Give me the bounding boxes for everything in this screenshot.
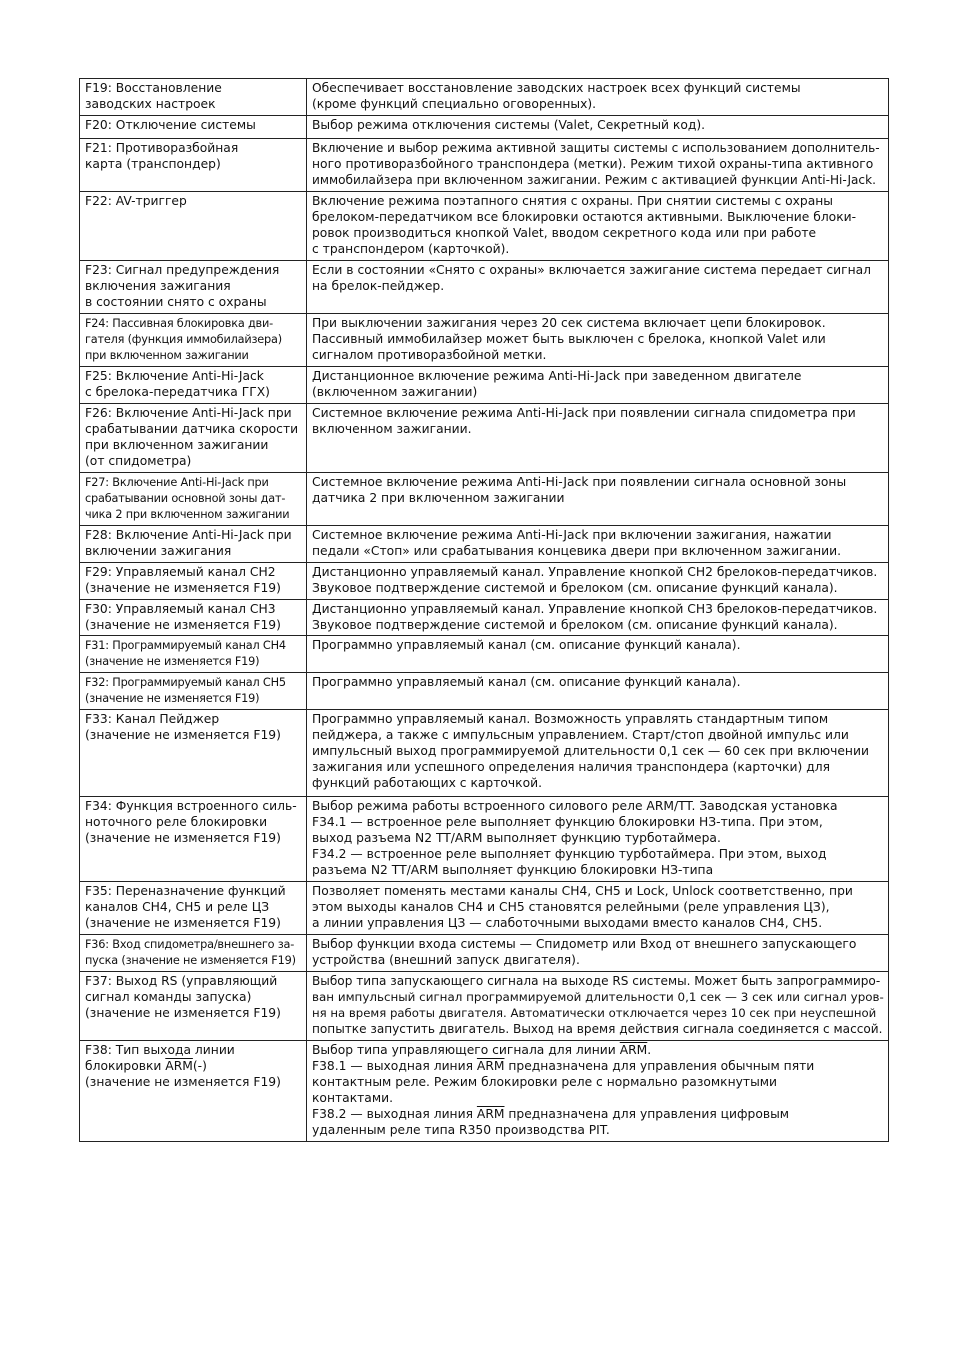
table-row bbox=[80, 710, 889, 797]
function-description-cell bbox=[307, 972, 889, 1041]
function-description-cell bbox=[307, 636, 889, 673]
function-description-cell bbox=[307, 139, 889, 192]
function-name-cell bbox=[80, 314, 307, 367]
function-description-line: с транспондером (карточкой). bbox=[312, 241, 510, 256]
table-row bbox=[80, 139, 889, 192]
function-name-line: F31: Программируемый канал CH4 bbox=[85, 639, 286, 653]
function-description-line: Дистанционно управляемый канал. Управление кнопкой CH3 брелоков-передатчиков. bbox=[312, 601, 878, 616]
function-description-line: Программно управляемый канал. Возможность управлять стандартным типом bbox=[312, 712, 829, 727]
function-name-line: срабатывании датчика скорости bbox=[85, 421, 299, 436]
function-name-line: F19: Восстановление bbox=[85, 81, 222, 95]
function-description-line: брелоком-передатчиком все блокировки остаются активными. Выключение блоки- bbox=[312, 209, 857, 224]
function-table bbox=[79, 78, 889, 1142]
function-name-line: гателя (функция иммобилайзера) bbox=[85, 332, 282, 346]
function-description-cell bbox=[307, 525, 889, 562]
function-name-line: пуска (значение не изменяется F19) bbox=[85, 954, 296, 968]
function-description-line: Системное включение режима Anti-Hi-Jack при появлении сигнала спидометра при bbox=[312, 405, 856, 420]
function-name-line: F28: Включение Anti-Hi-Jack при bbox=[85, 527, 292, 542]
function-description-line: F34.1 — встроенное реле выполняет функцию блокировки НЗ-типа. При этом, bbox=[312, 815, 823, 830]
function-description-line: функций работающих с карточкой. bbox=[312, 775, 543, 790]
function-name-line: F25: Включение Anti-Hi-Jack bbox=[85, 369, 264, 383]
function-description-line: Выбор типа управляющего сигнала для линии $\overline{ARM}$. bbox=[312, 1043, 652, 1058]
function-name-line: включения зажигания bbox=[85, 278, 231, 293]
function-description-cell bbox=[307, 192, 889, 261]
function-name-line: заводских настроек bbox=[85, 96, 216, 111]
function-description-cell bbox=[307, 314, 889, 367]
function-name-line: (значение не изменяется F19) bbox=[85, 580, 281, 595]
table-row bbox=[80, 403, 889, 472]
function-description-line: Дистанционно управляемый канал. Управление кнопкой CH2 брелоков-передатчиков. bbox=[312, 564, 878, 579]
function-name-cell bbox=[80, 192, 307, 261]
function-description-line: удаленным реле типа R350 производства PIT. bbox=[312, 1122, 610, 1137]
function-description-line: попытке запустить двигатель. Выход на время действия сигнала соединяется с массой. bbox=[312, 1021, 883, 1036]
function-name-cell bbox=[80, 882, 307, 935]
function-name-cell bbox=[80, 116, 307, 139]
function-description-cell bbox=[307, 673, 889, 710]
function-description-cell bbox=[307, 79, 889, 116]
function-description-line: При выключении зажигания через 20 сек система включает цепи блокировок. bbox=[312, 316, 826, 330]
function-name-cell bbox=[80, 935, 307, 972]
function-description-line: Звуковое подтверждение системой и брелоком (см. описание функций канала). bbox=[312, 580, 838, 595]
function-name-line: (значение не изменяется F19) bbox=[85, 728, 281, 743]
function-description-line: сигналом противоразбойной метки. bbox=[312, 347, 547, 362]
function-name-cell bbox=[80, 562, 307, 599]
function-name-cell bbox=[80, 472, 307, 525]
function-name-line: F38: Тип выхода линии bbox=[85, 1043, 235, 1058]
function-description-line: (включенном зажигании) bbox=[312, 384, 478, 399]
function-description-line: (кроме функций специально оговоренных). bbox=[312, 96, 597, 111]
function-description-line: контактным реле. Режим блокировки реле с нормально разомкнутыми bbox=[312, 1074, 778, 1089]
function-description-cell bbox=[307, 472, 889, 525]
function-description-cell bbox=[307, 599, 889, 636]
function-description-line: Системное включение режима Anti-Hi-Jack при появлении сигнала основной зоны bbox=[312, 474, 847, 489]
function-name-line: (значение не изменяется F19) bbox=[85, 617, 281, 632]
function-description-line: датчика 2 при включенном зажигании bbox=[312, 490, 565, 505]
function-name-line: F37: Выход RS (управляющий bbox=[85, 974, 278, 989]
function-description-line: Выбор функции входа системы — Спидометр или Вход от внешнего запускающего bbox=[312, 937, 857, 952]
function-description-cell bbox=[307, 367, 889, 404]
function-name-line: срабатывании основной зоны дат- bbox=[85, 491, 286, 505]
function-name-line: F33: Канал Пейджер bbox=[85, 712, 220, 727]
table-row bbox=[80, 79, 889, 116]
function-description-line: зажигания или успешного определения наличия транспондера (карточки) для bbox=[312, 759, 830, 774]
function-description-line: этом выходы каналов CH4 и CH5 становятся релейными (реле управления ЦЗ), bbox=[312, 900, 830, 915]
function-description-line: Позволяет поменять местами каналы CH4, CH5 и Lock, Unlock соответственно, при bbox=[312, 884, 853, 899]
function-name-cell bbox=[80, 139, 307, 192]
function-name-line: карта (транспондер) bbox=[85, 156, 221, 171]
function-name-cell bbox=[80, 525, 307, 562]
function-name-line: (от спидометра) bbox=[85, 453, 192, 468]
function-description-line: включенном зажигании. bbox=[312, 421, 472, 436]
function-name-line: каналов CH4, CH5 и реле ЦЗ bbox=[85, 900, 270, 915]
table-row bbox=[80, 116, 889, 139]
function-name-line: при включенном зажигании bbox=[85, 348, 249, 362]
function-name-line: F21: Противоразбойная bbox=[85, 141, 239, 155]
function-name-cell bbox=[80, 1041, 307, 1141]
function-description-line: педали «Стоп» или срабатывания концевика двери при включенном зажигании. bbox=[312, 543, 842, 558]
function-name-line: (значение не изменяется F19) bbox=[85, 1005, 281, 1020]
function-description-cell bbox=[307, 882, 889, 935]
function-description-line: Выбор типа запускающего сигнала на выходе RS системы. Может быть запрограммиро- bbox=[312, 974, 881, 989]
function-name-line: F32: Программируемый канал CH5 bbox=[85, 676, 286, 690]
table-row bbox=[80, 314, 889, 367]
function-name-line: сигнал команды запуска) bbox=[85, 989, 252, 1004]
function-description-line: Включение и выбор режима активной защиты системы с использованием дополнитель- bbox=[312, 141, 880, 155]
function-description-cell bbox=[307, 403, 889, 472]
function-description-line: ван импульсный сигнал программируемой длительности 0,1 сек — 3 сек или сигнал уров- bbox=[312, 989, 884, 1004]
function-name-line: (значение не изменяется F19) bbox=[85, 916, 281, 931]
function-name-cell bbox=[80, 599, 307, 636]
function-description-cell bbox=[307, 935, 889, 972]
function-name-cell bbox=[80, 797, 307, 882]
table-row bbox=[80, 935, 889, 972]
function-name-line: F30: Управляемый канал CH3 bbox=[85, 601, 276, 616]
function-description-line: контактами. bbox=[312, 1090, 393, 1105]
function-description-line: Системное включение режима Anti-Hi-Jack при включении зажигания, нажатии bbox=[312, 527, 832, 542]
function-description-line: F34.2 — встроенное реле выполняет функцию турботаймера. При этом, выход bbox=[312, 846, 827, 861]
function-description-line: Программно управляемый канал (см. описание функций канала). bbox=[312, 675, 741, 690]
function-description-line: Обеспечивает восстановление заводских настроек всех функций системы bbox=[312, 81, 801, 95]
function-description-line: а линии управления ЦЗ — слаботочными выходами вместо каналов CH4, CH5. bbox=[312, 916, 823, 931]
function-description-line: F38.2 — выходная линия $\overline{ARM}$ предназначена для управления цифровым bbox=[312, 1106, 790, 1121]
table-row bbox=[80, 367, 889, 404]
table-row bbox=[80, 972, 889, 1041]
function-name-line: блокировки $\overline{ARM}(-)$ bbox=[85, 1058, 207, 1073]
function-description-line: Выбор режима работы встроенного силового реле ARM/TT. Заводская установка bbox=[312, 799, 838, 814]
function-name-line: F20: Отключение системы bbox=[85, 118, 256, 132]
function-name-line: ноточного реле блокировки bbox=[85, 815, 268, 830]
function-name-line: при включенном зажигании bbox=[85, 437, 269, 452]
table-row bbox=[80, 636, 889, 673]
function-name-line: F29: Управляемый канал CH2 bbox=[85, 564, 276, 579]
function-name-line: с брелока-передатчика ГГХ) bbox=[85, 384, 270, 399]
function-description-cell bbox=[307, 116, 889, 139]
function-name-line: включении зажигания bbox=[85, 543, 232, 558]
function-name-line: F27: Включение Anti-Hi-Jack при bbox=[85, 475, 269, 489]
function-description-line: выход разъема N2 TT/ARM выполняет функцию турботаймера. bbox=[312, 831, 721, 846]
function-description-line: Включение режима поэтапного снятия с охраны. При снятии системы с охраны bbox=[312, 194, 834, 208]
function-description-line: импульсный выход программируемой длительности 0,1 сек — 60 сек при включении bbox=[312, 744, 869, 759]
function-name-line: F35: Переназначение функций bbox=[85, 884, 286, 899]
function-name-cell bbox=[80, 79, 307, 116]
function-name-line: (значение не изменяется F19) bbox=[85, 831, 281, 846]
function-description-line: Звуковое подтверждение системой и брелоком (см. описание функций канала). bbox=[312, 617, 838, 632]
function-name-cell bbox=[80, 673, 307, 710]
function-name-line: F26: Включение Anti-Hi-Jack при bbox=[85, 405, 292, 420]
table-row bbox=[80, 673, 889, 710]
function-description-cell bbox=[307, 562, 889, 599]
function-name-cell bbox=[80, 972, 307, 1041]
function-description-line: пейджера, а также с импульсным управлением. Старт/стоп двойной импульс или bbox=[312, 728, 849, 743]
function-description-line: устройства (внешний запуск двигателя). bbox=[312, 953, 580, 968]
table-row bbox=[80, 882, 889, 935]
table-row bbox=[80, 797, 889, 882]
function-name-line: F34: Функция встроенного силь- bbox=[85, 799, 297, 814]
function-description-cell bbox=[307, 261, 889, 314]
function-name-cell bbox=[80, 636, 307, 673]
table-row bbox=[80, 192, 889, 261]
function-name-line: (значение не изменяется F19) bbox=[85, 1074, 281, 1089]
function-name-line: F22: AV-триггер bbox=[85, 194, 187, 208]
function-name-cell bbox=[80, 710, 307, 797]
function-description-line: Выбор режима отключения системы (Valet, Секретный код). bbox=[312, 118, 706, 132]
function-name-line: F23: Сигнал предупреждения bbox=[85, 263, 280, 277]
function-name-line: (значение не изменяется F19) bbox=[85, 692, 260, 706]
function-description-cell bbox=[307, 710, 889, 797]
table-row bbox=[80, 261, 889, 314]
function-name-line: чика 2 при включенном зажигании bbox=[85, 507, 290, 521]
table-row bbox=[80, 562, 889, 599]
function-description-line: иммобилайзера при включенном зажигании. Режим с активацией функции Anti-Hi-Jack. bbox=[312, 172, 876, 187]
table-row bbox=[80, 1041, 889, 1141]
function-description-line: ня на время работы двигателя. Автоматически отключается через 10 сек при неуспешной bbox=[312, 1005, 877, 1020]
function-description-line: F38.1 — выходная линия $\overline{ARM}$ предназначена для управления обычным пяти bbox=[312, 1058, 815, 1073]
function-name-line: F24: Пассивная блокировка дви- bbox=[85, 317, 274, 330]
function-name-cell bbox=[80, 367, 307, 404]
table-row bbox=[80, 525, 889, 562]
function-description-line: ного противоразбойного транспондера (метки). Режим тихой охраны-типа активного bbox=[312, 156, 874, 171]
function-name-cell bbox=[80, 403, 307, 472]
function-description-line: Программно управляемый канал (см. описание функций канала). bbox=[312, 638, 741, 653]
function-description-line: разъема N2 TT/ARM выполняет функцию блокировки НЗ-типа bbox=[312, 862, 714, 877]
table-row bbox=[80, 599, 889, 636]
function-description-cell bbox=[307, 1041, 889, 1141]
function-description-line: Дистанционное включение режима Anti-Hi-Jack при заведенном двигателе bbox=[312, 369, 802, 383]
function-description-line: Пассивный иммобилайзер может быть выключен с брелока, кнопкой Valet или bbox=[312, 331, 826, 346]
function-description-line: на брелок-пейджер. bbox=[312, 278, 445, 293]
function-table-body bbox=[80, 79, 889, 1142]
function-name-line: в состоянии снято с охраны bbox=[85, 294, 267, 309]
function-description-cell bbox=[307, 797, 889, 882]
function-description-line: Если в состоянии «Снято с охраны» включается зажигание система передает сигнал bbox=[312, 263, 872, 277]
table-row bbox=[80, 472, 889, 525]
function-name-cell bbox=[80, 261, 307, 314]
function-name-line: F36: Вход спидометра/внешнего за- bbox=[85, 938, 295, 952]
function-description-line: ровок производиться кнопкой Valet, вводом секретного кода или при работе bbox=[312, 225, 817, 240]
function-name-line: (значение не изменяется F19) bbox=[85, 655, 260, 669]
